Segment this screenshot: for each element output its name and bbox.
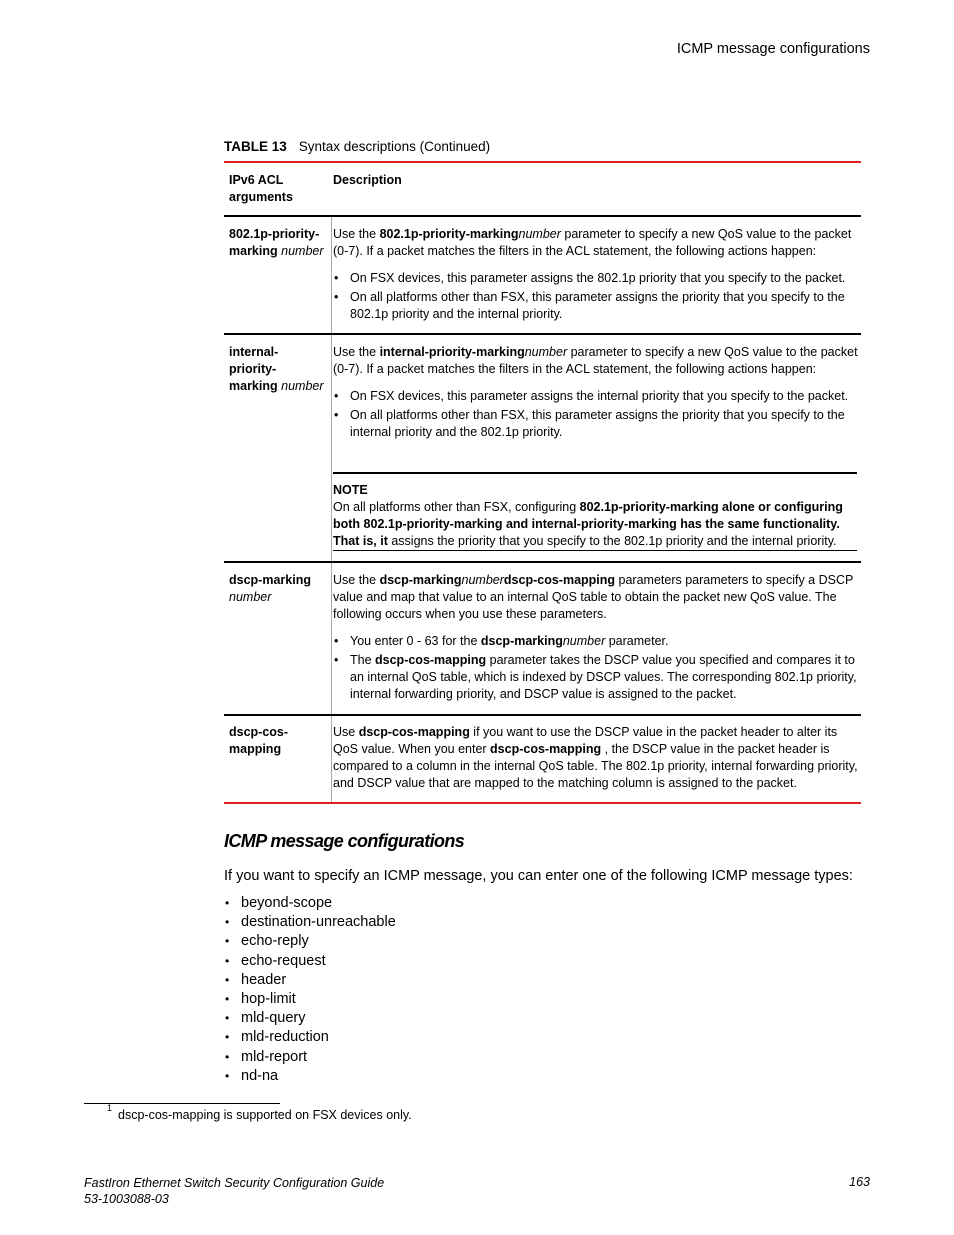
footnote-text: dscp-cos-mapping is supported on FSX devices only. [118, 1108, 412, 1123]
desc-variable: number [524, 345, 568, 359]
note-text: On all platforms other than FSX, configuring [333, 500, 580, 514]
icmp-message-list [224, 894, 396, 1086]
table-row-desc-dscp-cos-mapping [333, 724, 859, 802]
list-item: • On FSX devices, this parameter assigns the 802.1p priority that you specify to the packet. [333, 270, 859, 287]
list-item: • On all platforms other than FSX, this parameter assigns the priority that you specify to the internal priority and the 802.1p priority. [333, 407, 859, 441]
table-row-desc-dscp-marking [333, 572, 859, 705]
desc-text: parameter to specify a new QoS value to the packet (0-7). If a packet matches the filters in the ACL statement, the following actions happen: [333, 345, 858, 376]
list-text: parameter takes the DSCP value you specified and compares it to an internal QoS table, which is indexed by DSCP values. The corresponding 802.1p priority, internal forwarding priority, and DSCP value is assigned to the packet. [350, 653, 857, 701]
table-header-rule [224, 215, 861, 217]
desc-text: parameters parameters to specify a DSCP value and map that value to an internal QoS table to obtain the packet new QoS value. The following occurs when you use these parameters. [333, 573, 854, 621]
footer-doc-number: 53-1003088-03 [84, 1192, 169, 1206]
section-title: ICMP message configurations [224, 831, 465, 851]
footer-doc-info [84, 1175, 384, 1207]
section-intro: If you want to specify an ICMP message, you can enter one of the following ICMP message types: [224, 868, 853, 884]
note-top-rule [333, 472, 857, 474]
footnote-marker: 1 [107, 1103, 113, 1113]
col-header-description: Description [333, 173, 402, 187]
footnote-rule [84, 1103, 280, 1104]
table-bottom-rule [224, 802, 861, 804]
table-row-rule [224, 714, 861, 716]
table-caption [224, 139, 490, 154]
list-text: The [350, 653, 376, 667]
table-top-rule [224, 161, 861, 163]
desc-text: parameter to specify a new QoS value to the packet (0-7). If a packet matches the filters in the ACL statement, the following actions happen: [333, 227, 852, 258]
list-item [333, 633, 859, 650]
desc-text: Use the [333, 573, 380, 587]
desc-keyword: dscp-cos-mapping [503, 573, 616, 587]
note-label: NOTE [333, 483, 368, 497]
desc-keyword: internal-priority-marking [379, 345, 525, 359]
list-item: • hop-limit [224, 990, 396, 1009]
desc-variable: number [518, 227, 561, 241]
list-item: • echo-request [224, 952, 396, 971]
desc-keyword: dscp-marking [379, 573, 462, 587]
footnote [107, 1103, 412, 1123]
list-text: parameter. [605, 634, 669, 648]
arg-keyword: dscp-cos- [229, 725, 289, 739]
desc-variable: number [461, 573, 504, 587]
running-header: ICMP message configurations [676, 41, 870, 57]
list-item: • On all platforms other than FSX, this parameter assigns the priority that you specify to the 802.1p priority and the internal priority. [333, 289, 859, 323]
arg-variable: number [229, 590, 272, 604]
arg-line: internal- [229, 345, 279, 359]
arg-line: priority- [229, 362, 277, 376]
table-row-rule [224, 561, 861, 563]
desc-text: Use the [333, 345, 380, 359]
arg-keyword: marking [229, 244, 278, 258]
list-item: • On FSX devices, this parameter assigns the internal priority that you specify to the packet. [333, 388, 859, 405]
table-caption-label: TABLE 13 [224, 139, 287, 154]
table-row-rule [224, 333, 861, 335]
list-item: • destination-unreachable [224, 913, 396, 932]
arg-line: 802.1p-priority- [229, 227, 320, 241]
arg-keyword: marking [229, 379, 278, 393]
table-row-arg-dscp-cos-mapping [229, 724, 329, 758]
list-item: • mld-reduction [224, 1028, 396, 1047]
list-item: • header [224, 971, 396, 990]
list-item: • mld-query [224, 1009, 396, 1028]
desc-keyword: dscp-cos-mapping [490, 742, 602, 756]
list-item: • mld-report [224, 1048, 396, 1067]
note-box [333, 482, 857, 550]
list-keyword: dscp-marking [480, 634, 563, 648]
note-bottom-rule [333, 550, 857, 551]
col-header-arguments-line2: arguments [229, 190, 293, 204]
table-caption-text: Syntax descriptions (Continued) [298, 139, 491, 154]
desc-keyword: dscp-cos-mapping [358, 725, 470, 739]
arg-variable: number [281, 379, 324, 393]
list-keyword: dscp-cos-mapping [375, 653, 487, 667]
desc-keyword: 802.1p-priority-marking [379, 227, 519, 241]
col-header-arguments [229, 172, 293, 206]
desc-text: Use [333, 725, 359, 739]
arg-variable: number [281, 244, 324, 258]
page-number: 163 [849, 1175, 870, 1189]
table-row-arg-internal-priority [229, 344, 329, 395]
note-text: assigns the priority that you specify to the 802.1p priority and the internal priority. [387, 534, 837, 548]
list-item: • beyond-scope [224, 894, 396, 913]
table-row-desc-8021p [333, 226, 859, 325]
note-bold-text: 802.1p-priority-marking alone or configuring both 802.1p-priority-marking and internal-priority-marking has the same functionality. That is, it [333, 500, 843, 548]
list-item: • nd-na [224, 1067, 396, 1086]
list-variable: number [562, 634, 606, 648]
list-item [333, 652, 859, 703]
table-row-arg-dscp-marking [229, 572, 329, 606]
table-row-arg-8021p [229, 226, 329, 260]
arg-keyword: dscp-marking [229, 573, 311, 587]
table-row-desc-internal-priority [333, 344, 859, 443]
col-header-arguments-line1: IPv6 ACL [229, 173, 284, 187]
desc-text: if you want to use the DSCP value in the packet header to alter its QoS value. When you enter [333, 725, 838, 756]
list-item: • echo-reply [224, 932, 396, 951]
list-text: You enter 0 - 63 for the [350, 634, 481, 648]
footer-doc-title: FastIron Ethernet Switch Security Configuration Guide [84, 1176, 385, 1190]
desc-text: , the DSCP value in the packet header is compared to a column in the internal QoS table. The 802.1p priority, internal forwarding priority, and DSCP value that are mapped to the matching column is assigned to the packet. [333, 742, 858, 790]
arg-keyword: mapping [229, 742, 282, 756]
desc-text: Use the [333, 227, 380, 241]
